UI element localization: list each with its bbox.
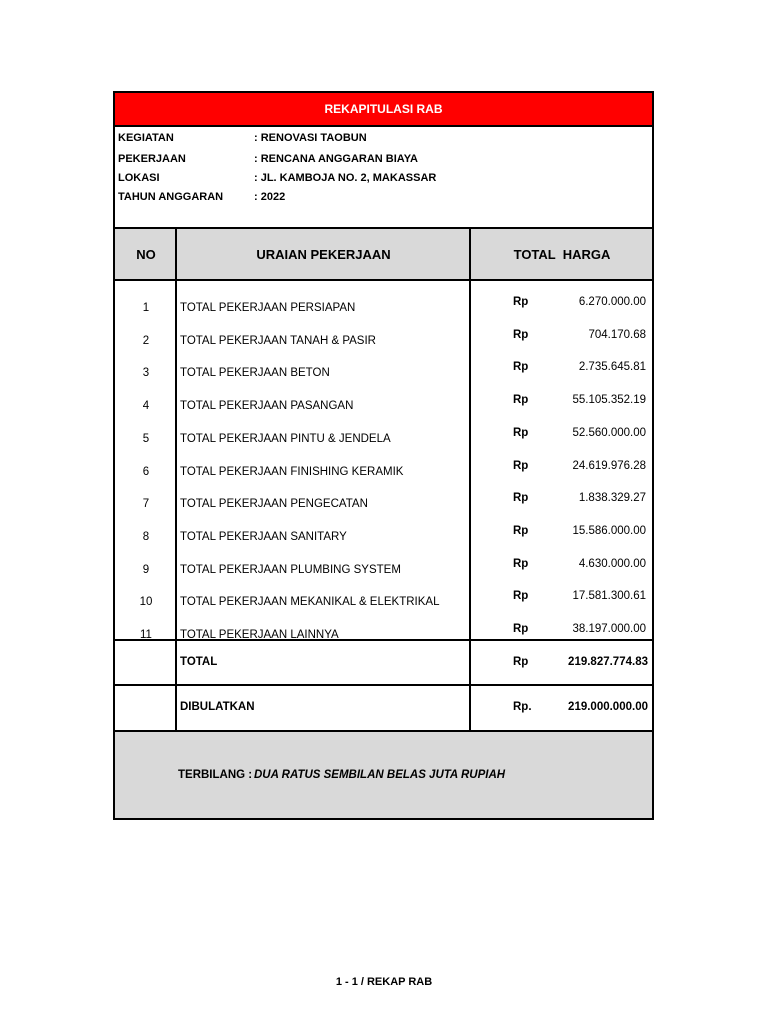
row-currency: Rp bbox=[513, 623, 529, 635]
terbilang-value: DUA RATUS SEMBILAN BELAS JUTA RUPIAH bbox=[254, 769, 506, 781]
table-row bbox=[115, 324, 652, 357]
row-amount: 2.735.645.81 bbox=[578, 361, 646, 374]
row-description: TOTAL PEKERJAAN PLUMBING SYSTEM bbox=[180, 563, 401, 576]
terbilang-box bbox=[115, 730, 652, 818]
row-currency: Rp bbox=[513, 394, 529, 407]
row-description: TOTAL PEKERJAAN LAINNYA bbox=[180, 629, 339, 641]
row-description: TOTAL PEKERJAAN PERSIAPAN bbox=[180, 302, 356, 314]
row-currency: Rp bbox=[513, 557, 529, 570]
row-amount: 55.105.352.19 bbox=[572, 394, 646, 407]
row-number: 1 bbox=[142, 302, 150, 314]
info-row-pekerjaan bbox=[118, 153, 418, 165]
info-row-lokasi bbox=[118, 172, 436, 184]
info-block bbox=[115, 127, 652, 229]
row-currency: Rp bbox=[513, 459, 529, 472]
table-row bbox=[115, 553, 652, 586]
row-description: TOTAL PEKERJAAN PASANGAN bbox=[180, 400, 354, 413]
row-description: TOTAL PEKERJAAN PENGECATAN bbox=[180, 498, 368, 511]
row-currency: Rp bbox=[513, 492, 529, 505]
total-label: TOTAL bbox=[180, 656, 218, 668]
info-value: : RENOVASI TAOBUN bbox=[254, 132, 367, 144]
row-description: TOTAL PEKERJAAN FINISHING KERAMIK bbox=[180, 465, 404, 478]
row-currency: Rp bbox=[513, 296, 529, 308]
row-currency: Rp bbox=[513, 328, 529, 341]
row-amount: 704.170.68 bbox=[588, 328, 646, 341]
row-number: 8 bbox=[142, 530, 150, 543]
row-amount: 52.560.000.00 bbox=[572, 426, 646, 439]
info-key: TAHUN ANGGARAN bbox=[118, 191, 224, 203]
rounded-row bbox=[115, 684, 652, 730]
row-number: 6 bbox=[142, 465, 150, 478]
info-key: LOKASI bbox=[118, 172, 160, 184]
row-description: TOTAL PEKERJAAN BETON bbox=[180, 367, 330, 380]
info-value: : RENCANA ANGGARAN BIAYA bbox=[254, 153, 418, 165]
table-row bbox=[115, 455, 652, 488]
table-row bbox=[115, 487, 652, 520]
row-amount: 15.586.000.00 bbox=[572, 524, 646, 537]
info-row-tahun bbox=[118, 191, 285, 203]
row-amount: 1.838.329.27 bbox=[578, 492, 646, 505]
total-currency: Rp bbox=[513, 656, 529, 668]
row-currency: Rp bbox=[513, 590, 529, 603]
info-key: KEGIATAN bbox=[118, 132, 174, 144]
info-key: PEKERJAAN bbox=[118, 153, 186, 165]
row-number: 4 bbox=[142, 400, 150, 413]
row-currency: Rp bbox=[513, 524, 529, 537]
row-currency: Rp bbox=[513, 426, 529, 439]
row-description: TOTAL PEKERJAAN PINTU & JENDELA bbox=[180, 432, 391, 445]
total-row bbox=[115, 639, 652, 684]
page-footer: 1 - 1 / REKAP RAB bbox=[335, 976, 433, 988]
row-description: TOTAL PEKERJAAN SANITARY bbox=[180, 530, 347, 543]
sheet-title: REKAPITULASI RAB bbox=[115, 93, 652, 127]
row-amount: 4.630.000.00 bbox=[578, 557, 646, 570]
total-amount: 219.827.774.83 bbox=[568, 656, 648, 668]
rounded-label: DIBULATKAN bbox=[180, 701, 255, 713]
row-number: 10 bbox=[139, 596, 153, 609]
table-header bbox=[115, 229, 652, 281]
row-amount: 24.619.976.28 bbox=[572, 459, 646, 472]
row-number: 2 bbox=[142, 334, 150, 347]
row-amount: 17.581.300.61 bbox=[572, 590, 646, 603]
table-row bbox=[115, 356, 652, 389]
row-number: 3 bbox=[142, 367, 150, 380]
table-row bbox=[115, 291, 652, 324]
row-number: 11 bbox=[140, 629, 152, 641]
row-currency: Rp bbox=[513, 361, 529, 374]
table-row bbox=[115, 520, 652, 553]
table-row bbox=[115, 422, 652, 455]
row-amount: 38.197.000.00 bbox=[572, 623, 646, 635]
row-description: TOTAL PEKERJAAN MEKANIKAL & ELEKTRIKAL bbox=[180, 596, 440, 609]
rab-sheet bbox=[113, 91, 654, 820]
row-amount: 6.270.000.00 bbox=[578, 296, 646, 308]
row-number: 5 bbox=[142, 432, 150, 445]
table-row bbox=[115, 389, 652, 422]
info-value: : JL. KAMBOJA NO. 2, MAKASSAR bbox=[254, 172, 437, 184]
rounded-amount: 219.000.000.00 bbox=[568, 701, 648, 713]
header-total: TOTAL HARGA bbox=[513, 246, 611, 262]
row-description: TOTAL PEKERJAAN TANAH & PASIR bbox=[180, 334, 376, 347]
header-uraian: URAIAN PEKERJAAN bbox=[256, 246, 391, 262]
header-no: NO bbox=[136, 246, 156, 262]
info-row-kegiatan bbox=[118, 132, 367, 144]
terbilang-label: TERBILANG : bbox=[178, 769, 253, 781]
rounded-currency: Rp. bbox=[513, 701, 532, 713]
row-number: 7 bbox=[142, 498, 150, 511]
info-value: : 2022 bbox=[254, 191, 286, 203]
table-row bbox=[115, 585, 652, 618]
row-number: 9 bbox=[142, 563, 150, 576]
